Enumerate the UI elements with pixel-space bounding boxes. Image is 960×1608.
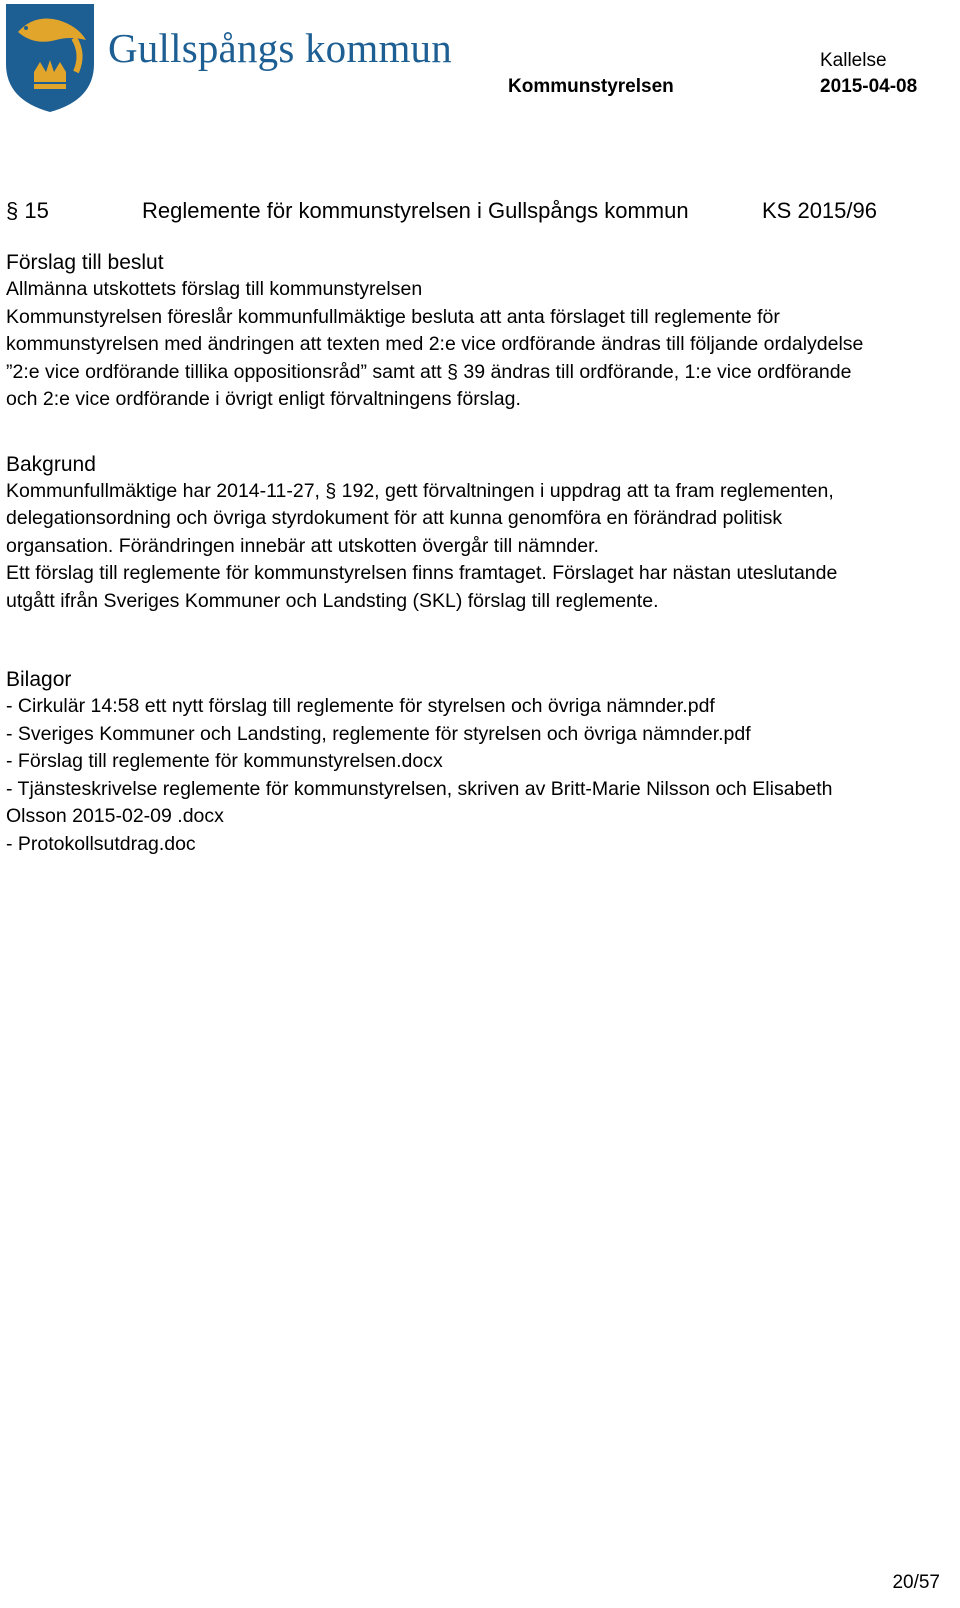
attachment-item: Olsson 2015-02-09 .docx [6, 805, 224, 827]
proposal-line: Allmänna utskottets förslag till kommunstyrelsen [6, 278, 423, 300]
document-body [6, 250, 956, 858]
item-number: § 15 [6, 198, 49, 223]
proposal-line: ”2:e vice ordförande tillika oppositionsråd” samt att § 39 ändras till ordförande, 1:e vice ordförande [6, 360, 852, 383]
attachments-heading: Bilagor [6, 668, 72, 691]
attachment-item: - Förslag till reglemente för kommunstyrelsen.docx [6, 750, 443, 772]
background-line: Ett förslag till reglemente för kommunstyrelsen finns framtaget. Förslaget har nästan uteslutande [6, 562, 838, 584]
proposal-heading: Förslag till beslut [6, 251, 164, 274]
municipality-name: Gullspångs kommun [108, 25, 452, 71]
proposal-line: kommunstyrelsen med ändringen att texten med 2:e vice ordförande ändras till följande ordalydelse [6, 333, 864, 355]
attachment-item: - Cirkulär 14:58 ett nytt förslag till reglemente för styrelsen och övriga nämnder.pdf [6, 695, 715, 717]
proposal-line: Kommunstyrelsen föreslår kommunfullmäktige besluta att anta förslaget till reglemente för [6, 305, 780, 328]
attachment-item: - Sveriges Kommuner och Landsting, reglemente för styrelsen och övriga nämnder.pdf [6, 722, 751, 745]
municipal-crest-logo [4, 2, 96, 114]
item-title: Reglemente för kommunstyrelsen i Gullspångs kommun [142, 198, 689, 223]
case-number: KS 2015/96 [762, 198, 877, 223]
proposal-line: och 2:e vice ordförande i övrigt enligt förvaltningens förslag. [6, 388, 521, 410]
background-line: organsation. Förändringen innebär att utskotten övergår till nämnder. [6, 534, 599, 557]
background-heading: Bakgrund [6, 452, 96, 476]
background-line: delegationsordning och övriga styrdokument för att kunna genomföra en förändrad politisk [6, 507, 783, 529]
page-number: 20/57 [892, 1572, 940, 1593]
board-name: Kommunstyrelsen [508, 76, 674, 97]
background-line: utgått ifrån Sveriges Kommuner och Landsting (SKL) förslag till reglemente. [6, 589, 659, 612]
attachment-item: - Tjänsteskrivelse reglemente för kommunstyrelsen, skriven av Britt-Marie Nilsson och Elisabeth [6, 777, 833, 800]
document-date: 2015-04-08 [820, 76, 918, 97]
agenda-item-heading [6, 198, 946, 228]
background-line: Kommunfullmäktige har 2014-11-27, § 192, gett förvaltningen i uppdrag att ta fram reglementen, [6, 479, 834, 502]
attachment-item: - Protokollsutdrag.doc [6, 832, 196, 855]
document-type: Kallelse [820, 50, 887, 71]
